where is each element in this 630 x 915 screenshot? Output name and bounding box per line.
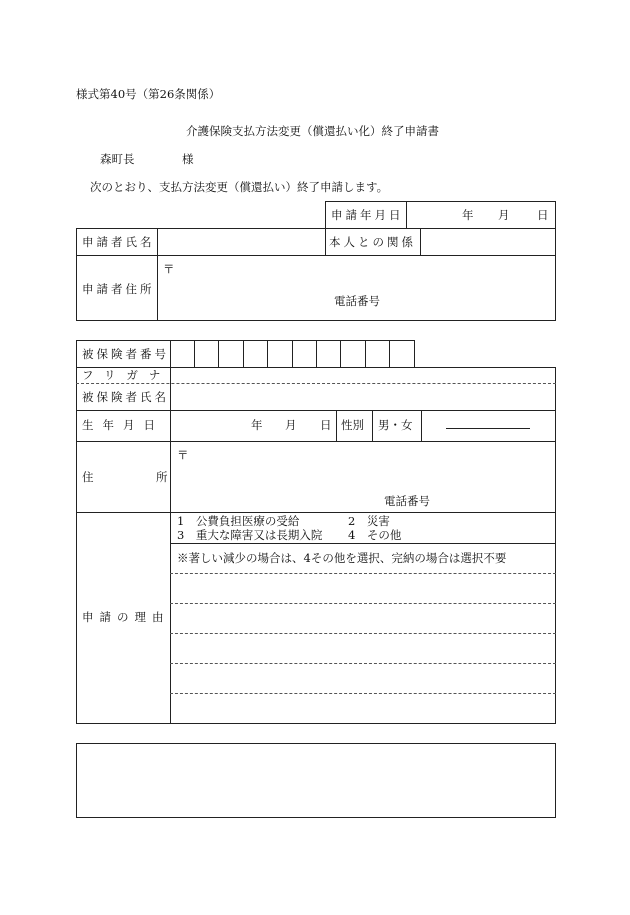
birth-date-label: 生年月日: [82, 418, 164, 432]
relation-label: 本人との関係: [329, 235, 416, 249]
birth-day-unit: 日: [320, 418, 332, 432]
reason-option-2[interactable]: 2 災害: [348, 514, 390, 528]
reason-option-4[interactable]: 4 その他: [348, 528, 402, 542]
applicant-address-label: 申請者住所: [82, 282, 155, 296]
sex-options[interactable]: 男・女: [378, 418, 413, 432]
applicant-name-label: 申請者氏名: [82, 235, 155, 249]
date-day-unit: 日: [537, 208, 549, 222]
insured-name-field[interactable]: [171, 384, 555, 410]
insured-phone-label: 電話番号: [384, 494, 430, 508]
insured-name-label: 被保険者氏名: [82, 390, 169, 404]
birth-year-unit: 年: [251, 418, 263, 432]
addressee-name: 森町長: [100, 152, 135, 166]
date-month-unit: 月: [498, 208, 510, 222]
application-date-label: 申請年月日: [331, 208, 404, 222]
insured-number-digit-boxes[interactable]: [171, 341, 414, 367]
reason-note: ※著しい減少の場合は、4その他を選択、完納の場合は選択不要: [177, 551, 507, 565]
form-title: 介護保険支払方法変更（償還払い化）終了申請書: [186, 124, 439, 138]
insured-postal-mark: 〒: [177, 448, 189, 462]
date-year-unit: 年: [462, 208, 474, 222]
reason-option-3[interactable]: 3 重大な障害又は長期入院: [177, 528, 323, 542]
insured-number-label: 被保険者番号: [82, 347, 169, 361]
intro-text: 次のとおり、支払方法変更（償還払い）終了申請します。: [90, 180, 389, 194]
insured-address-field[interactable]: [171, 442, 555, 511]
form-number: 様式第40号（第26条関係）: [76, 87, 221, 101]
furigana-field[interactable]: [171, 368, 555, 383]
reason-label: 申請の理由: [82, 610, 170, 624]
reason-detail-field[interactable]: [171, 574, 555, 723]
sex-label: 性別: [341, 418, 364, 432]
remarks-box[interactable]: [76, 743, 556, 818]
applicant-postal-mark: 〒: [163, 262, 175, 276]
furigana-label: フリガナ: [82, 368, 172, 382]
addressee-honorific: 様: [182, 152, 194, 166]
sex-underline: [446, 428, 530, 429]
reason-option-1[interactable]: 1 公費負担医療の受給: [177, 514, 300, 528]
insured-address-label-2: 所: [156, 470, 168, 484]
birth-month-unit: 月: [285, 418, 297, 432]
applicant-phone-label: 電話番号: [334, 294, 380, 308]
insured-address-label-1: 住: [82, 470, 94, 484]
